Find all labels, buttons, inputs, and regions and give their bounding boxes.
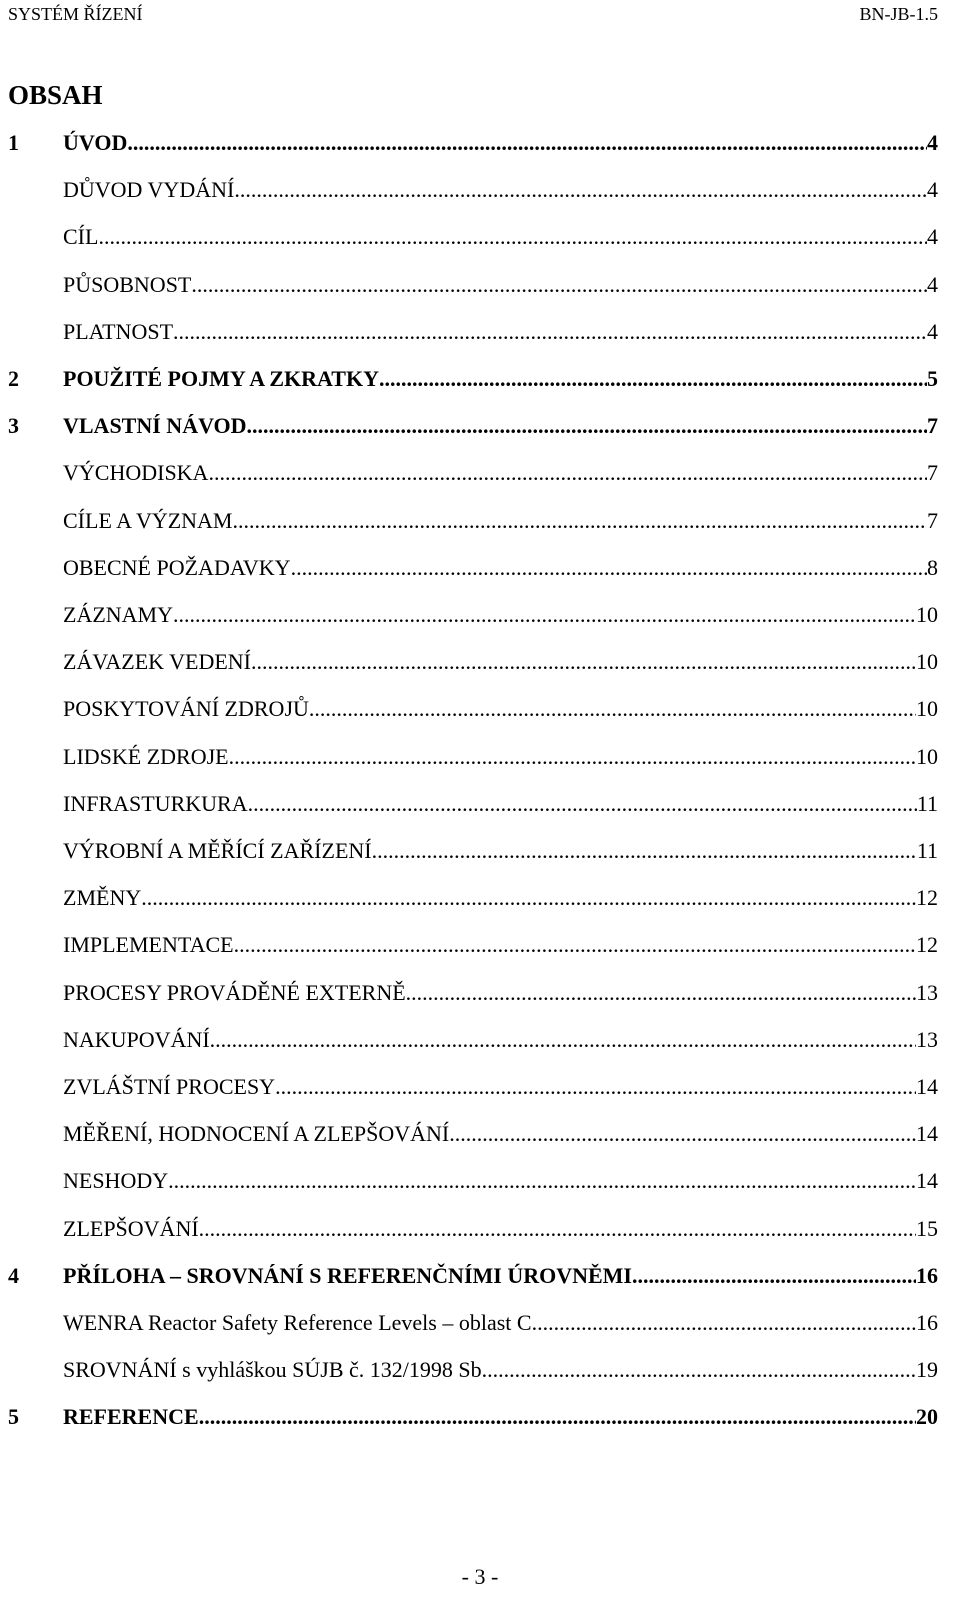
toc-entry-title: SROVNÁNÍ s vyhláškou SÚJB č. 132/1998 Sb. [63,1357,488,1382]
toc-entry[interactable] [0,317,960,347]
toc-entry-title: POSKYTOVÁNÍ ZDROJŮ [63,696,309,721]
toc-entry-line [63,1119,938,1149]
toc-entry-title: PLATNOST [63,319,174,344]
toc-entry-number: 1 [8,130,19,155]
toc-entry-line [63,1025,938,1055]
toc-entry[interactable] [0,1402,960,1432]
toc-entry[interactable] [0,1308,960,1338]
toc-entry-title: CÍL [63,224,99,249]
toc-entry-line [63,411,938,441]
toc-entry-page: 14 [916,1168,938,1193]
toc-entry[interactable] [0,1072,960,1102]
toc-entry-line [63,1261,938,1291]
toc-entry-title: IMPLEMENTACE [63,932,234,957]
toc-entry-page: 4 [927,272,938,297]
toc-entry-title: DŮVOD VYDÁNÍ [63,177,235,202]
toc-entry-line [63,1072,938,1102]
toc-entry-title: ÚVOD [63,130,128,155]
toc-entry[interactable] [0,742,960,772]
toc-dot-leader [247,411,927,441]
toc-entry-page: 7 [927,413,938,438]
toc-dot-leader [199,1214,916,1244]
toc-entry-number: 3 [8,413,19,438]
toc-entry-title: NESHODY [63,1168,169,1193]
toc-entry[interactable] [0,1119,960,1149]
toc-entry-title: NAKUPOVÁNÍ [63,1027,210,1052]
toc-entry[interactable] [0,978,960,1008]
toc-entry[interactable] [0,1025,960,1055]
toc-entry[interactable] [0,1261,960,1291]
running-header-title: SYSTÉM ŘÍZENÍ [8,4,143,24]
page-number: - 3 - [461,1564,499,1589]
toc-entry[interactable] [0,1214,960,1244]
toc-entry[interactable] [0,600,960,630]
toc-dot-leader [233,506,928,536]
toc-entry-line [63,694,938,724]
toc-entry-line [63,1355,938,1385]
toc-entry-line [63,553,938,583]
toc-dot-leader [141,883,916,913]
toc-dot-leader [234,930,916,960]
toc-entry-line [63,175,938,205]
toc-entry-title: ZLEPŠOVÁNÍ [63,1216,199,1241]
toc-dot-leader [173,317,927,347]
toc-entry-title: PROCESY PROVÁDĚNÉ EXTERNĚ [63,980,406,1005]
toc-dot-leader [275,1072,916,1102]
toc-dot-leader [449,1119,916,1149]
toc-entry-line [63,789,938,819]
toc-entry-page: 4 [927,319,938,344]
toc-entry-page: 5 [927,366,938,391]
toc-entry-title: WENRA Reactor Safety Reference Levels – oblast C [63,1310,532,1335]
toc-entry-page: 4 [927,224,938,249]
toc-entry-page: 10 [916,649,938,674]
toc-entry-page: 13 [916,980,938,1005]
toc-entry-page: 11 [916,791,938,816]
toc-entry-number: 5 [8,1404,19,1429]
toc-dot-leader [199,1402,916,1432]
toc-entry-page: 8 [927,555,938,580]
toc-dot-leader [406,978,916,1008]
toc-entry-line [63,1308,938,1338]
toc-dot-leader [291,553,927,583]
toc-dot-leader [487,1355,916,1385]
toc-entry-page: 16 [916,1310,938,1335]
toc-dot-leader [251,647,916,677]
toc-entry[interactable] [0,789,960,819]
toc-entry-page: 20 [916,1404,938,1429]
toc-dot-leader [379,364,927,394]
toc-entry-line [63,364,938,394]
toc-entry-title: PŮSOBNOST [63,272,192,297]
toc-entry-line [63,978,938,1008]
toc-entry[interactable] [0,270,960,300]
toc-entry-title: ZVLÁŠTNÍ PROCESY [63,1074,276,1099]
toc-entry-line [63,458,938,488]
toc-dot-leader [632,1261,916,1291]
toc-entry-title: VÝCHODISKA [63,460,209,485]
toc-dot-leader [229,742,916,772]
toc-entry-title: ZMĚNY [63,885,142,910]
toc-entry[interactable] [0,222,960,252]
toc-entry[interactable] [0,1166,960,1196]
toc-entry-title: CÍLE A VÝZNAM [63,508,233,533]
toc-dot-leader [127,128,927,158]
toc-heading: OBSAH [8,80,103,110]
toc-entry-line [63,1214,938,1244]
toc-entry-page: 4 [927,177,938,202]
toc-dot-leader [168,1166,916,1196]
toc-entry-line [63,270,938,300]
toc-entry-title: ZÁZNAMY [63,602,173,627]
toc-entry-page: 10 [916,602,938,627]
running-header-doc-id: BN-JB-1.5 [859,4,938,24]
toc-entry-line [63,506,938,536]
toc-entry-title: INFRASTURKURA [63,791,248,816]
toc-entry-title: LIDSKÉ ZDROJE [63,744,229,769]
toc-entry-page: 15 [916,1216,938,1241]
toc-entry-page: 10 [916,744,938,769]
toc-entry-page: 10 [916,696,938,721]
toc-dot-leader [372,836,917,866]
toc-entry-page: 11 [916,838,938,863]
toc-entry-page: 4 [927,130,938,155]
toc-entry-page: 13 [916,1027,938,1052]
toc-entry-line [63,742,938,772]
toc-entry-line [63,317,938,347]
toc-entry-title: PŘÍLOHA – SROVNÁNÍ S REFERENČNÍMI ÚROVNĚMI [63,1263,632,1288]
toc-dot-leader [208,458,927,488]
toc-entry-line [63,600,938,630]
toc-entry-line [63,222,938,252]
toc-entry-line [63,1402,938,1432]
toc-entry-line [63,128,938,158]
toc-dot-leader [309,694,916,724]
toc-entry-title: VÝROBNÍ A MĚŘÍCÍ ZAŘÍZENÍ [63,838,372,863]
toc-dot-leader [98,222,927,252]
toc-entry-title: ZÁVAZEK VEDENÍ [63,649,251,674]
toc-entry-line [63,836,938,866]
toc-entry-title: MĚŘENÍ, HODNOCENÍ A ZLEPŠOVÁNÍ [63,1121,450,1146]
toc-entry-page: 12 [916,885,938,910]
toc-entry-page: 14 [916,1074,938,1099]
toc-dot-leader [234,175,927,205]
toc-entry[interactable] [0,647,960,677]
toc-entry[interactable] [0,694,960,724]
toc-entry[interactable] [0,836,960,866]
toc-entry-line [63,647,938,677]
toc-entry[interactable] [0,883,960,913]
toc-entry-page: 16 [916,1263,938,1288]
toc-entry[interactable] [0,411,960,441]
toc-dot-leader [248,789,917,819]
toc-dot-leader [532,1308,916,1338]
toc-entry[interactable] [0,506,960,536]
toc-entry-title: POUŽITÉ POJMY A ZKRATKY [63,366,379,391]
toc-entry-title: OBECNÉ POŽADAVKY [63,555,291,580]
toc-entry-number: 4 [8,1263,19,1288]
toc-entry-page: 7 [927,508,938,533]
toc-entry-page: 12 [916,932,938,957]
toc-entry[interactable] [0,364,960,394]
toc-entry-title: VLASTNÍ NÁVOD [63,413,247,438]
toc-entry-line [63,930,938,960]
toc-entry-page: 14 [916,1121,938,1146]
toc-entry-number: 2 [8,366,19,391]
toc-entry[interactable] [0,930,960,960]
toc-dot-leader [210,1025,916,1055]
toc-entry-line [63,1166,938,1196]
toc-entry-page: 19 [916,1357,938,1382]
toc-entry[interactable] [0,128,960,158]
toc-entry-line [63,883,938,913]
toc-entry-page: 7 [927,460,938,485]
toc-dot-leader [191,270,927,300]
toc-entry[interactable] [0,175,960,205]
toc-entry[interactable] [0,458,960,488]
toc-entry-title: REFERENCE [63,1404,199,1429]
toc-entry[interactable] [0,553,960,583]
toc-dot-leader [173,600,916,630]
toc-entry[interactable] [0,1355,960,1385]
